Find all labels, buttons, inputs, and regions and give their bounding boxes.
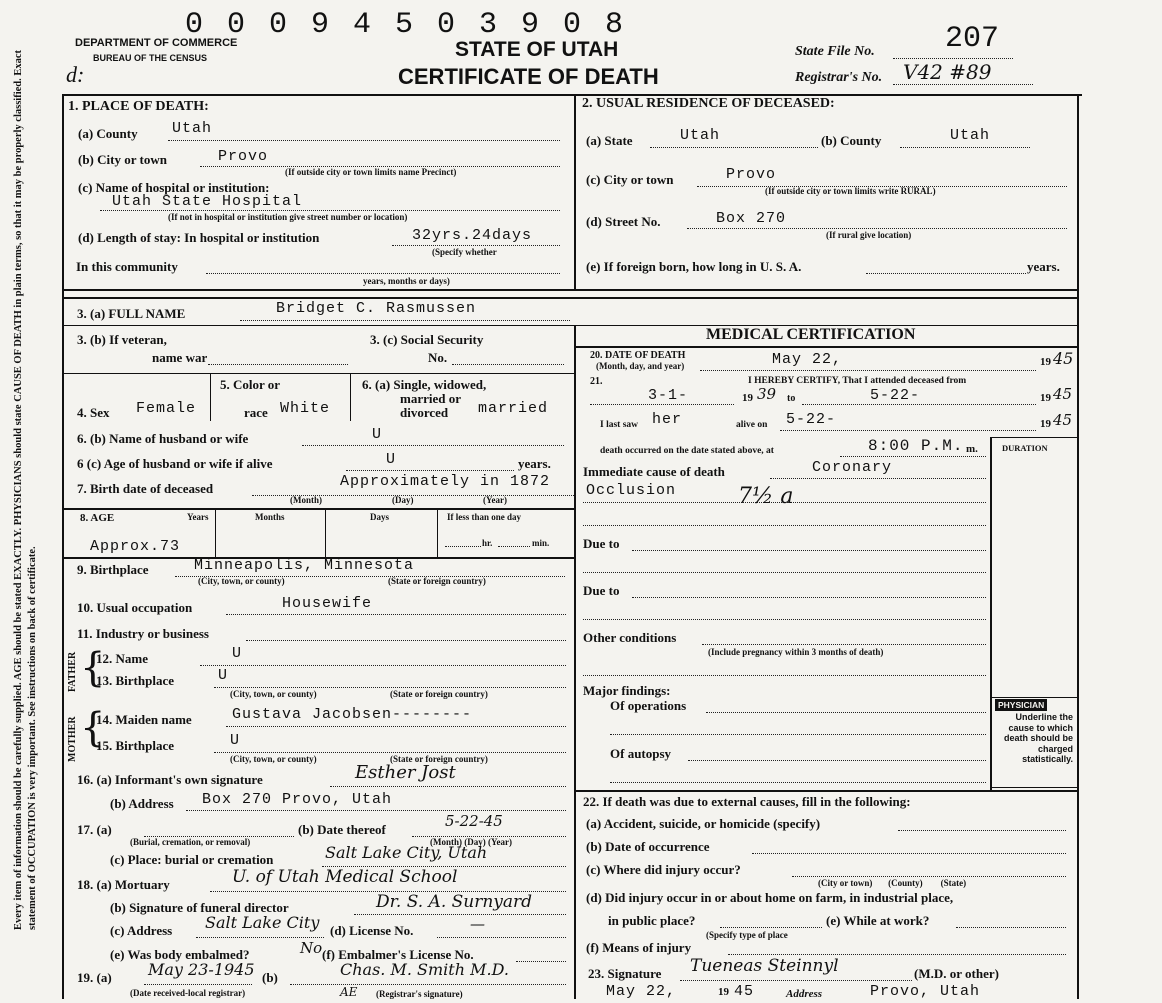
registrar-signature-label: (b) xyxy=(262,970,278,985)
due-to-label-1: Due to xyxy=(583,536,620,551)
informant-signature: Esther Jost xyxy=(355,762,456,783)
registrar-initials: AE xyxy=(340,985,358,999)
operations-label: Of operations xyxy=(610,698,687,713)
date-thereof-note: (Month) (Day) (Year) xyxy=(430,837,512,847)
signature-address-label: Address xyxy=(786,988,823,1000)
city-label: (b) City or town xyxy=(78,152,167,167)
death-time: 8:00 P.M. xyxy=(868,437,964,455)
age-months-label: Months xyxy=(255,512,285,522)
bureau-label: BUREAU OF THE CENSUS xyxy=(93,53,208,63)
res-county-value: Utah xyxy=(950,127,991,144)
maiden-name-value: Gustava Jacobsen-------- xyxy=(232,706,473,723)
registrar-number: V42 #89 xyxy=(903,60,992,84)
place-burial-value: Salt Lake City, Utah xyxy=(325,843,488,862)
duration-label: DURATION xyxy=(1002,443,1048,453)
embalmer-label: (f) Embalmer's License No. xyxy=(322,947,474,962)
father-place-note-2: (State or foreign country) xyxy=(390,689,488,699)
physician-box-title: PHYSICIAN xyxy=(995,699,1047,711)
spouse-years-label: years. xyxy=(518,456,551,471)
alive-label: alive on xyxy=(736,420,768,430)
informant-label: 16. (a) Informant's own signature xyxy=(77,772,263,787)
ext-work-label: (e) While at work? xyxy=(826,913,930,928)
registrar-signature: Chas. M. Smith M.D. xyxy=(340,960,509,979)
spouse-label: 6. (b) Name of husband or wife xyxy=(77,431,249,446)
hospital-note: (If not in hospital or institution give street number or location) xyxy=(168,212,408,222)
dod-note: (Month, day, and year) xyxy=(596,361,685,371)
spouse-age-value: U xyxy=(386,451,397,468)
other-conditions-note: (Include pregnancy within 3 months of death) xyxy=(708,647,884,657)
birth-year-label: (Year) xyxy=(483,495,507,505)
maiden-name-label: 14. Maiden name xyxy=(96,712,192,727)
received-label: 19. (a) xyxy=(77,970,112,985)
physician-signature: Tueneas Steinnyl xyxy=(690,956,839,976)
hospital-label: (c) Name of hospital or institution: xyxy=(78,180,270,195)
license-value: — xyxy=(470,915,485,933)
ext-public-label: in public place? xyxy=(608,913,696,928)
embalmed-value: No xyxy=(300,939,323,957)
physician-box-text: Underline the cause to which death should be charged statistically. xyxy=(1003,712,1073,764)
registrar-note: (Registrar's signature) xyxy=(376,989,463,999)
ext-date-label: (b) Date of occurrence xyxy=(586,839,710,854)
margin-instructions: Every item of information should be carefully supplied. AGE should be stated EXACTLY. PHYSICIANS should state CAUSE OF DEATH in plain terms, so that it may be properly classified. Exact statement of OCCUPATION is very important. See instructions on back of certificate. xyxy=(13,49,38,930)
age-min-label: min. xyxy=(532,538,550,548)
attended-to-year: 45 xyxy=(1053,385,1073,403)
birth-month-label: (Month) xyxy=(290,495,322,505)
certify-text: I HEREBY CERTIFY, That I attended deceased from xyxy=(748,376,967,386)
immediate-cause-value-2: Occlusion xyxy=(586,482,677,499)
birthplace-note-1: (City, town, or county) xyxy=(198,576,285,586)
occupation-value: Housewife xyxy=(282,595,373,612)
age-label: 8. AGE xyxy=(80,512,115,524)
stay-note: (Specify whether xyxy=(432,247,497,257)
res-state-value: Utah xyxy=(680,127,721,144)
res-street-label: (d) Street No. xyxy=(586,214,661,229)
res-city-label: (c) City or town xyxy=(586,172,674,187)
mother-brace: { xyxy=(80,705,106,751)
major-findings-label: Major findings: xyxy=(583,683,671,698)
county-value: Utah xyxy=(172,120,213,137)
spouse-value: U xyxy=(372,426,383,443)
medical-cert-heading: MEDICAL CERTIFICATION xyxy=(706,326,916,343)
burial-label: 17. (a) xyxy=(77,822,112,837)
signature-label: 23. Signature xyxy=(588,966,662,981)
death-time-suffix: m. xyxy=(966,443,978,455)
informant-address-value: Box 270 Provo, Utah xyxy=(202,791,393,808)
marital-value: married xyxy=(478,400,549,417)
father-birthplace-label: 13. Birthplace xyxy=(96,673,174,688)
father-name-label: 12. Name xyxy=(96,651,148,666)
serial-number: 0 0 0 9 4 5 0 3 9 0 8 xyxy=(185,8,627,42)
signature-year: 45 xyxy=(734,983,755,1000)
spouse-age-label: 6 (c) Age of husband or wife if alive xyxy=(77,456,273,471)
dod-value: May 22, xyxy=(772,351,843,368)
state-heading: STATE OF UTAH xyxy=(455,38,619,61)
mother-birthplace-value: U xyxy=(230,732,241,749)
department-label: DEPARTMENT OF COMMERCE xyxy=(75,37,238,49)
mother-place-note-2: (State or foreign country) xyxy=(390,754,488,764)
birthdate-value: Approximately in 1872 xyxy=(340,473,551,490)
ext-accident-label: (a) Accident, suicide, or homicide (specify) xyxy=(586,816,821,831)
occurred-label: death occurred on the date stated above, at xyxy=(600,446,774,456)
city-value: Provo xyxy=(218,148,269,165)
immediate-cause-label: Immediate cause of death xyxy=(583,464,725,479)
birthplace-value: Minneapolis, Minnesota xyxy=(194,557,415,574)
mother-side-label: MOTHER xyxy=(67,716,78,762)
age-value: Approx.73 xyxy=(90,538,181,555)
age-years-label: Years xyxy=(187,512,209,522)
ext-where-label: (c) Where did injury occur? xyxy=(586,862,741,877)
attended-to-prefix: 19 xyxy=(1040,392,1051,404)
other-conditions-label: Other conditions xyxy=(583,630,677,645)
foreign-born-years: years. xyxy=(1027,259,1060,274)
res-city-value: Provo xyxy=(726,166,777,183)
ext-public-note: (Specify type of place xyxy=(706,930,788,940)
ext-home-label: (d) Did injury occur in or about home on farm, in industrial place, xyxy=(586,890,954,905)
mother-place-note-1: (City, town, or county) xyxy=(230,754,317,764)
attended-from: 3-1- xyxy=(648,387,689,404)
signature-year-prefix: 19 xyxy=(718,986,729,998)
color-label: 5. Color or xyxy=(220,377,281,392)
marital-label: 6. (a) Single, widowed, xyxy=(362,377,487,392)
city-note: (If outside city or town limits name Precinct) xyxy=(285,167,457,177)
place-of-death-heading: 1. PLACE OF DEATH: xyxy=(68,99,209,114)
community-note: years, months or days) xyxy=(363,276,450,286)
alive-on: 5-22- xyxy=(786,411,837,428)
race-value: White xyxy=(280,400,331,417)
res-county-label: (b) County xyxy=(821,133,882,148)
age-less-label: If less than one day xyxy=(447,512,522,522)
signature-date: May 22, xyxy=(606,983,677,1000)
state-file-number: 207 xyxy=(945,22,1000,56)
industry-label: 11. Industry or business xyxy=(77,626,209,641)
dod-label: 20. DATE OF DEATH xyxy=(590,350,686,361)
immediate-duration: 7½ a xyxy=(738,484,794,509)
father-name-value: U xyxy=(232,645,243,662)
ext-where-note: (City or town) (County) (State) xyxy=(818,878,967,888)
ext-means-label: (f) Means of injury xyxy=(586,940,692,955)
occupation-label: 10. Usual occupation xyxy=(77,600,193,615)
county-label: (a) County xyxy=(78,126,138,141)
res-street-value: Box 270 xyxy=(716,210,787,227)
sex-label: 4. Sex xyxy=(77,405,110,420)
res-city-note: (If outside city or town limits write RURAL) xyxy=(765,186,936,196)
last-saw-label: I last saw xyxy=(600,420,639,430)
license-label: (d) License No. xyxy=(330,923,414,938)
social-security-label: 3. (c) Social Security xyxy=(370,332,484,347)
birthplace-note-2: (State or foreign country) xyxy=(388,576,486,586)
signature-address: Provo, Utah xyxy=(870,983,981,1000)
registrar-label: Registrar's No. xyxy=(795,70,883,85)
res-state-label: (a) State xyxy=(586,133,633,148)
fd-address-value: Salt Lake City xyxy=(205,913,320,932)
res-street-note: (If rural give location) xyxy=(826,230,912,240)
father-side-label: FATHER xyxy=(67,651,78,692)
certify-number: 21. xyxy=(590,376,603,387)
foreign-born-label: (e) If foreign born, how long in U. S. A. xyxy=(586,259,802,274)
hospital-value: Utah State Hospital xyxy=(112,193,303,210)
received-date: May 23-1945 xyxy=(148,960,255,979)
due-to-label-2: Due to xyxy=(583,583,620,598)
mother-birthplace-label: 15. Birthplace xyxy=(96,738,174,753)
last-saw-pronoun: her xyxy=(652,411,683,428)
age-days-label: Days xyxy=(370,512,390,522)
veteran-label: 3. (b) If veteran, xyxy=(77,332,167,347)
funeral-director-label: (b) Signature of funeral director xyxy=(110,900,289,915)
attended-from-prefix: 19 xyxy=(742,392,753,404)
alive-year-prefix: 19 xyxy=(1040,418,1051,430)
informant-address-label: (b) Address xyxy=(110,796,174,811)
marital-label-3: divorced xyxy=(400,405,449,420)
war-label: name war xyxy=(152,350,208,365)
attended-to: 5-22- xyxy=(870,387,921,404)
full-name-label: 3. (a) FULL NAME xyxy=(77,306,186,321)
date-thereof-value: 5-22-45 xyxy=(445,812,503,830)
community-label: In this community xyxy=(76,259,178,274)
funeral-director-signature: Dr. S. A. Surnyard xyxy=(376,892,533,912)
attended-from-year: 39 xyxy=(757,385,777,403)
signature-suffix: (M.D. or other) xyxy=(914,966,999,981)
stay-label: (d) Length of stay: In hospital or institution xyxy=(78,230,320,245)
external-causes-heading: 22. If death was due to external causes, fill in the following: xyxy=(583,794,911,809)
father-brace: { xyxy=(80,645,106,691)
embalmed-label: (e) Was body embalmed? xyxy=(110,947,250,962)
race-label: race xyxy=(244,405,268,420)
full-name-value: Bridget C. Rasmussen xyxy=(276,300,477,317)
mortuary-label: 18. (a) Mortuary xyxy=(77,877,170,892)
burial-note: (Burial, cremation, or removal) xyxy=(130,837,251,847)
father-place-note-1: (City, town, or county) xyxy=(230,689,317,699)
age-hr-label: hr. xyxy=(482,538,493,548)
social-security-no-label: No. xyxy=(428,350,448,365)
certificate-title: CERTIFICATE OF DEATH xyxy=(398,64,659,89)
marital-label-2: married or xyxy=(400,391,462,406)
dod-year-prefix: 19 xyxy=(1040,356,1051,368)
place-burial-label: (c) Place: burial or cremation xyxy=(110,852,274,867)
immediate-cause-value: Coronary xyxy=(812,459,893,476)
dod-year: 45 xyxy=(1053,349,1074,368)
father-birthplace-value: U xyxy=(218,667,229,684)
date-thereof-label: (b) Date thereof xyxy=(298,822,386,837)
mortuary-value: U. of Utah Medical School xyxy=(232,867,458,887)
residence-heading: 2. USUAL RESIDENCE OF DECEASED: xyxy=(582,96,835,111)
birth-day-label: (Day) xyxy=(392,495,414,505)
state-file-label: State File No. xyxy=(795,44,875,59)
attended-to-label: to xyxy=(787,393,796,404)
birthdate-label: 7. Birth date of deceased xyxy=(77,481,214,496)
sex-value: Female xyxy=(136,400,197,417)
fd-address-label: (c) Address xyxy=(110,923,173,938)
autopsy-label: Of autopsy xyxy=(610,746,672,761)
corner-mark: d: xyxy=(66,62,85,87)
stay-value: 32yrs.24days xyxy=(412,227,533,244)
birthplace-label: 9. Birthplace xyxy=(77,562,149,577)
received-note: (Date received-local registrar) xyxy=(130,988,246,998)
alive-year: 45 xyxy=(1053,411,1073,429)
